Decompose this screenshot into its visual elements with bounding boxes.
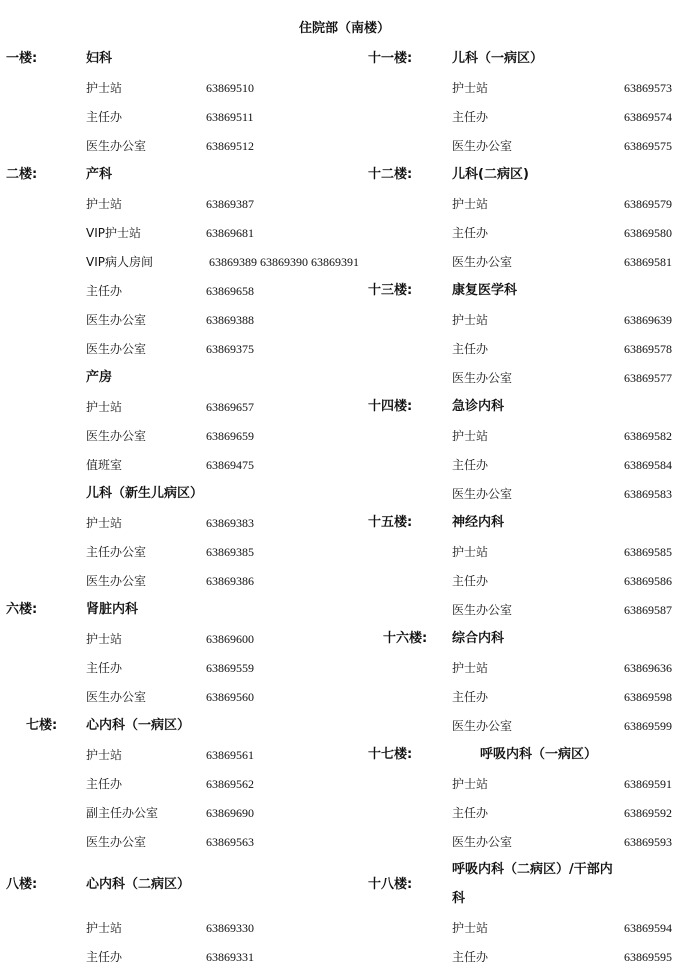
department-name: 综合内科 xyxy=(452,631,505,646)
room-name: 主任办 xyxy=(86,110,123,124)
phone-number: 63869578 xyxy=(624,342,672,356)
department-name: 心内科（二病区） xyxy=(86,877,191,892)
room-name: 护士站 xyxy=(452,921,489,935)
phone-number: 63869594 xyxy=(624,921,672,935)
room-name: 主任办 xyxy=(86,661,123,675)
room-name: 医生办公室 xyxy=(86,690,147,704)
room-name: 主任办 xyxy=(86,284,123,298)
room-name: 护士站 xyxy=(86,400,123,414)
room-name: 医生办公室 xyxy=(452,603,513,617)
phone-number: 63869383 xyxy=(206,516,254,530)
room-name: 护士站 xyxy=(86,81,123,95)
phone-number: 63869385 xyxy=(206,545,254,559)
phone-number: 63869577 xyxy=(624,371,672,385)
phone-number: 63869563 xyxy=(206,835,254,849)
room-name: VIP病人房间 xyxy=(86,255,153,269)
room-name: 护士站 xyxy=(86,197,123,211)
room-name: 护士站 xyxy=(452,197,489,211)
phone-number: 63869599 xyxy=(624,719,672,733)
room-name: 护士站 xyxy=(86,748,123,762)
room-name: 主任办 xyxy=(452,110,489,124)
phone-number: 63869573 xyxy=(624,81,672,95)
floor-label: 六楼: xyxy=(6,602,38,617)
phone-number: 63869559 xyxy=(206,661,254,675)
room-name: 医生办公室 xyxy=(452,487,513,501)
phone-number: 63869579 xyxy=(624,197,672,211)
room-name: 护士站 xyxy=(86,921,123,935)
phone-number: 63869598 xyxy=(624,690,672,704)
room-name: 医生办公室 xyxy=(452,371,513,385)
room-name: 主任办 xyxy=(452,226,489,240)
phone-number: 63869510 xyxy=(206,81,254,95)
room-name: 主任办 xyxy=(452,690,489,704)
room-name: 医生办公室 xyxy=(86,139,147,153)
phone-number: 63869600 xyxy=(206,632,254,646)
floor-label: 十六楼: xyxy=(383,631,428,646)
phone-number: 63869386 xyxy=(206,574,254,588)
phone-number: 63869330 xyxy=(206,921,254,935)
phone-number: 63869583 xyxy=(624,487,672,501)
phone-number: 63869657 xyxy=(206,400,254,414)
floor-label: 一楼: xyxy=(6,51,38,66)
room-name: 医生办公室 xyxy=(86,835,147,849)
department-name: 科 xyxy=(452,891,466,906)
floor-label: 十一楼: xyxy=(368,51,413,66)
phone-number: 63869575 xyxy=(624,139,672,153)
department-name: 儿科（新生儿病区） xyxy=(86,486,204,501)
room-name: 医生办公室 xyxy=(452,255,513,269)
department-name: 肾脏内科 xyxy=(86,602,139,617)
department-name: 产科 xyxy=(86,167,113,182)
phone-number: 63869595 xyxy=(624,950,672,964)
room-name: 主任办 xyxy=(86,950,123,964)
phone-number: 63869587 xyxy=(624,603,672,617)
phone-number: 63869580 xyxy=(624,226,672,240)
department-name: 神经内科 xyxy=(452,515,505,530)
page-title: 住院部（南楼） xyxy=(298,21,390,36)
phone-number: 63869690 xyxy=(206,806,254,820)
phone-number: 63869562 xyxy=(206,777,254,791)
department-name: 呼吸内科（二病区）/干部内 xyxy=(452,862,613,877)
phone-number: 63869574 xyxy=(624,110,672,124)
department-name: 妇科 xyxy=(86,51,113,66)
room-name: 主任办 xyxy=(452,806,489,820)
phone-number: 63869560 xyxy=(206,690,254,704)
department-name: 呼吸内科（一病区） xyxy=(480,747,598,762)
room-name: 主任办 xyxy=(452,458,489,472)
room-name: 护士站 xyxy=(452,545,489,559)
phone-number: 63869389 63869390 63869391 xyxy=(209,255,359,269)
room-name: 医生办公室 xyxy=(86,574,147,588)
phone-number: 63869584 xyxy=(624,458,672,472)
room-name: 医生办公室 xyxy=(452,835,513,849)
floor-label: 十七楼: xyxy=(368,747,413,762)
phone-number: 63869581 xyxy=(624,255,672,269)
department-name: 康复医学科 xyxy=(452,283,518,298)
phone-number: 63869681 xyxy=(206,226,254,240)
room-name: 主任办 xyxy=(452,574,489,588)
phone-number: 63869592 xyxy=(624,806,672,820)
room-name: 医生办公室 xyxy=(452,139,513,153)
floor-label: 十八楼: xyxy=(368,877,413,892)
phone-number: 63869636 xyxy=(624,661,672,675)
room-name: 主任办 xyxy=(452,342,489,356)
room-name: 主任办 xyxy=(452,950,489,964)
room-name: 护士站 xyxy=(452,661,489,675)
department-name: 儿科(二病区) xyxy=(452,167,529,182)
room-name: 副主任办公室 xyxy=(86,806,159,820)
phone-number: 63869388 xyxy=(206,313,254,327)
floor-label: 八楼: xyxy=(6,877,38,892)
floor-label: 十二楼: xyxy=(368,167,413,182)
phone-number: 63869375 xyxy=(206,342,254,356)
room-name: 主任办 xyxy=(86,777,123,791)
phone-number: 63869639 xyxy=(624,313,672,327)
room-name: 医生办公室 xyxy=(452,719,513,733)
floor-label: 二楼: xyxy=(6,167,38,182)
floor-label: 十四楼: xyxy=(368,399,413,414)
floor-label: 十五楼: xyxy=(368,515,413,530)
phone-number: 63869561 xyxy=(206,748,254,762)
room-name: VIP护士站 xyxy=(86,226,141,240)
phone-number: 63869511 xyxy=(206,110,254,124)
phone-number: 63869475 xyxy=(206,458,254,472)
phone-number: 63869331 xyxy=(206,950,254,964)
room-name: 主任办公室 xyxy=(86,545,147,559)
department-name: 急诊内科 xyxy=(452,399,505,414)
phone-number: 63869582 xyxy=(624,429,672,443)
phone-number: 63869586 xyxy=(624,574,672,588)
phone-number: 63869585 xyxy=(624,545,672,559)
room-name: 护士站 xyxy=(86,632,123,646)
room-name: 护士站 xyxy=(452,313,489,327)
room-name: 护士站 xyxy=(86,516,123,530)
phone-number: 63869591 xyxy=(624,777,672,791)
phone-number: 63869593 xyxy=(624,835,672,849)
room-name: 医生办公室 xyxy=(86,342,147,356)
floor-label: 七楼: xyxy=(26,718,58,733)
department-name: 产房 xyxy=(86,370,113,385)
department-name: 儿科（一病区） xyxy=(452,51,544,66)
room-name: 护士站 xyxy=(452,429,489,443)
phone-number: 63869658 xyxy=(206,284,254,298)
phone-number: 63869387 xyxy=(206,197,254,211)
room-name: 医生办公室 xyxy=(86,313,147,327)
room-name: 护士站 xyxy=(452,81,489,95)
phone-number: 63869512 xyxy=(206,139,254,153)
room-name: 值班室 xyxy=(86,458,123,472)
department-name: 心内科（一病区） xyxy=(86,718,191,733)
room-name: 医生办公室 xyxy=(86,429,147,443)
floor-label: 十三楼: xyxy=(368,283,413,298)
phone-number: 63869659 xyxy=(206,429,254,443)
room-name: 护士站 xyxy=(452,777,489,791)
